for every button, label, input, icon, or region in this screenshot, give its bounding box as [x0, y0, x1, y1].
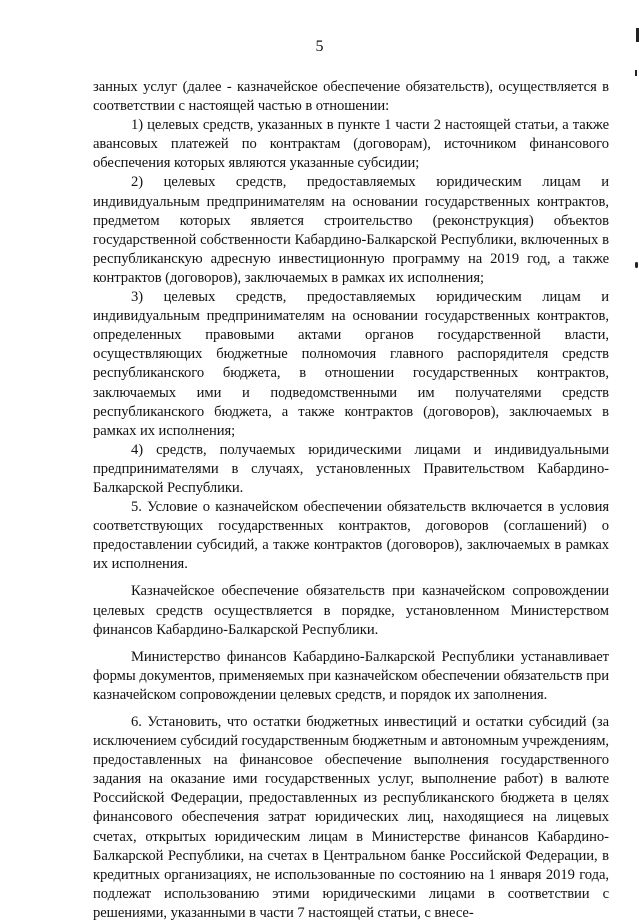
paragraph-item-2: 2) целевых средств, предоставляемых юридическим лицам и индивидуальным предпринимателям на основании государственных контрактов, предметом которых является строительство (реконструкция) объектов государственной собственности Кабардино-Балкарской Республики, включенных в республиканскую адресную инвестиционную программу на 2019 год, а также контрактов (договоров), заключаемых в рамках их исполнения;: [93, 174, 609, 286]
paragraph-part-6: 6. Установить, что остатки бюджетных инвестиций и остатки субсидий (за исключением субсидий государственным бюджетным и автономным учреждениям, предоставленных на финансовое обеспечение выполнения государственного задания на оказание ими государственных услуг, выполнение работ) в валюте Российской Федерации, предоставленных из республиканского бюджета в целях финансового обеспечения затрат юридических лиц, находящиеся на лицевых счетах, открытых юридическим лицам в Министерстве финансов Кабардино-Балкарской Республики, на счетах в Центральном банке Российской Федерации, в кредитных организациях, не использованные по состоянию на 1 января 2019 года, подлежат использованию этими юридическими лицами в соответствии с решениями, указанными в части 7 настоящей статьи, с внесе-: [93, 714, 609, 921]
paragraph-treasury-provision: Казначейское обеспечение обязательств при казначейском сопровождении целевых средств осуществляется в порядке, установленном Министерством финансов Кабардино-Балкарской Республики.: [93, 583, 609, 638]
paragraph-part-5: 5. Условие о казначейском обеспечении обязательств включается в условия соответствующих государственных контрактов, договоров (соглашений) о предоставлении субсидий, а также контрактов (договоров), заключаемых в рамках их исполнения.: [93, 499, 609, 573]
document-body: [93, 78, 609, 923]
paragraph-item-4: 4) средств, получаемых юридическими лицами и индивидуальными предпринимателями в случаях, установленных Правительством Кабардино-Балкарской Республики.: [93, 441, 609, 496]
paragraph-continuation: занных услуг (далее - казначейское обеспечение обязательств), осуществляется в соответствии с настоящей частью в отношении:: [93, 79, 609, 115]
paragraph-ministry-forms: Министерство финансов Кабардино-Балкарской Республики устанавливает формы документов, применяемых при казначейском обеспечении обязательств при казначейском сопровождении целевых средств, и порядок их заполнения.: [93, 648, 609, 703]
paragraph-item-3: 3) целевых средств, предоставляемых юридическим лицам и индивидуальным предпринимателям на основании государственных контрактов, определенных правовыми актами органов государственной власти, осуществляющих бюджетные полномочия главного распорядителя средств республиканского бюджета, в отношении государственных контрактов, заключаемых ими и подведомственными им получателями средств республиканского бюджета, а также контрактов (договоров), заключаемых в рамках их исполнения;: [93, 289, 609, 439]
scan-edge-mark: [635, 70, 637, 76]
page-number: 5: [315, 38, 324, 55]
paragraph-item-1: 1) целевых средств, указанных в пункте 1 части 2 настоящей статьи, а также авансовых платежей по контрактам (договорам), источником финансового обеспечения которых являются указанные субсидии;: [93, 117, 609, 172]
scan-edge-mark: [635, 262, 638, 268]
